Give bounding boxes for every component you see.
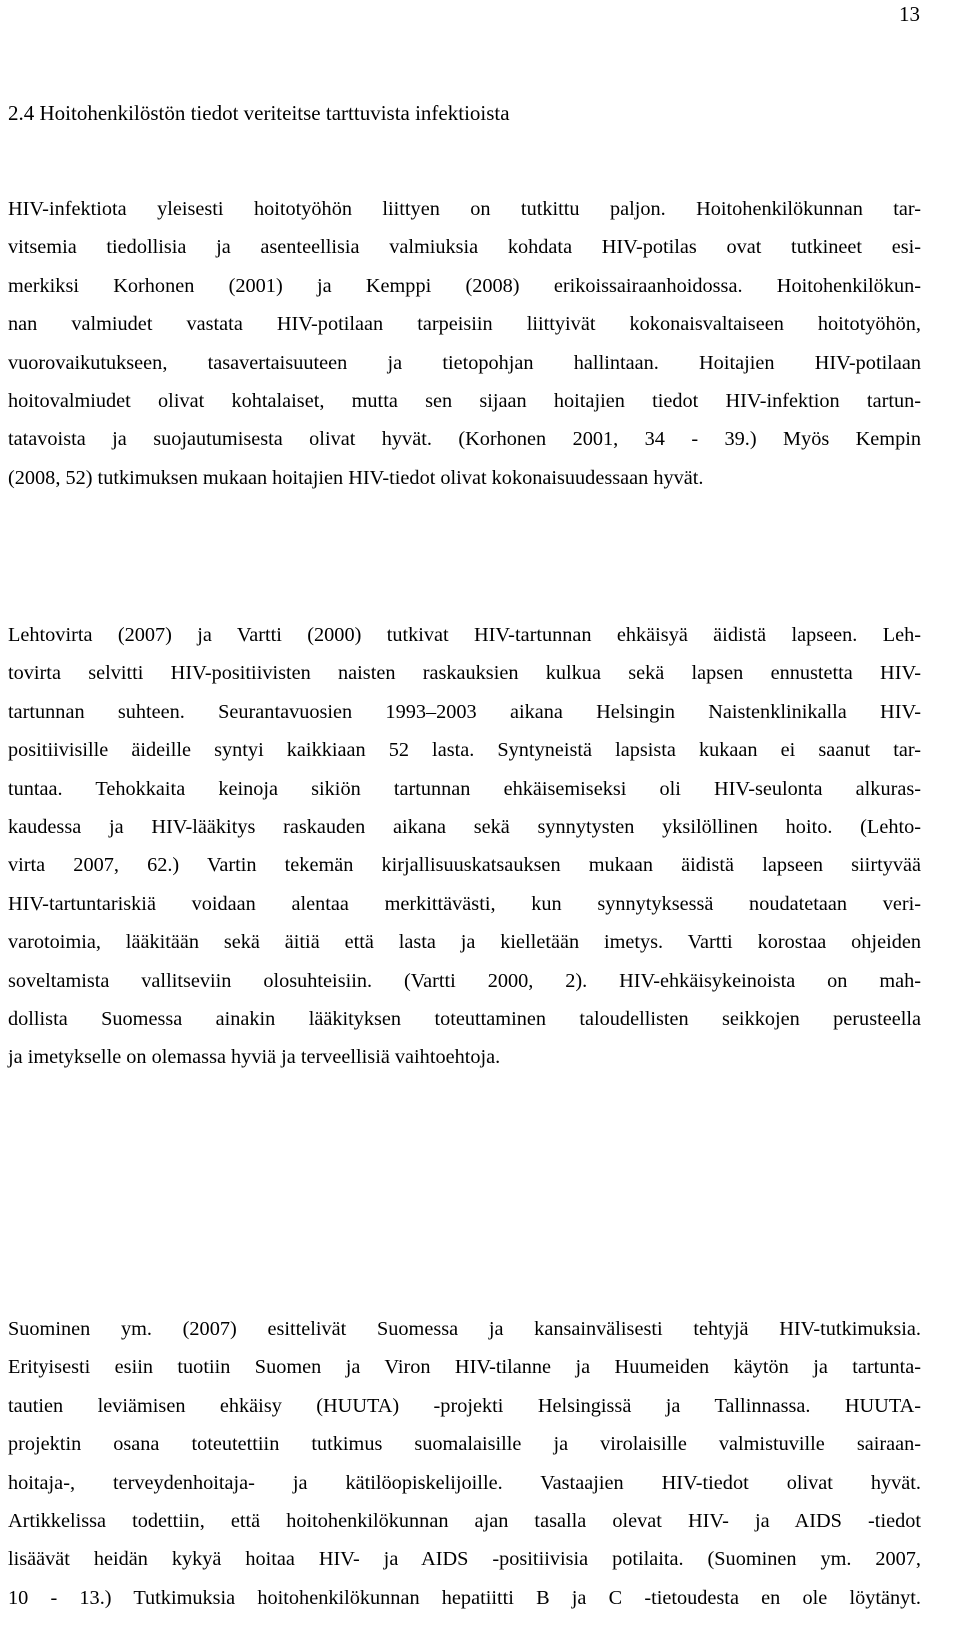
paragraph-line: tatavoista ja suojautumisesta olivat hyvät. (Korhonen 2001, 34 - 39.) Myös Kempin <box>8 428 921 451</box>
paragraph-line: ja imetykselle on olemassa hyviä ja terveellisiä vaihtoehtoja. <box>8 1046 501 1069</box>
paragraph-line: vuorovaikutukseen, tasavertaisuuteen ja tietopohjan hallintaan. Hoitajien HIV-potilaan <box>8 351 921 374</box>
paragraph-line: lisäävät heidän kykyä hoitaa HIV- ja AIDS -positiivisia potilaita. (Suominen ym. 2007, <box>8 1548 921 1571</box>
paragraph-line: vitsemia tiedollisia ja asenteellisia valmiuksia kohdata HIV-potilas ovat tutkineet esi- <box>8 236 921 259</box>
paragraph-line: hoitovalmiudet olivat kohtalaiset, mutta sen sijaan hoitajien tiedot HIV-infektion tartun- <box>8 390 921 413</box>
paragraph-line: (2008, 52) tutkimuksen mukaan hoitajien HIV-tiedot olivat kokonaisuudessaan hyvät. <box>8 466 704 489</box>
paragraph-line: Artikkelissa todettiin, että hoitohenkilökunnan ajan tasalla olevat HIV- ja AIDS -tiedot <box>8 1510 921 1533</box>
paragraph-mother-to-child <box>8 616 921 1077</box>
paragraph-line: tartunnan suhteen. Seurantavuosien 1993–2003 aikana Helsingin Naistenklinikalla HIV- <box>8 700 921 723</box>
paragraph-line: HIV-tartuntariskiä voidaan alentaa merkittävästi, kun synnytyksessä noudatetaan veri- <box>8 892 921 915</box>
paragraph-line: varotoimia, lääkitään sekä äitiä että lasta ja kielletään imetys. Vartti korostaa ohjeiden <box>8 931 921 954</box>
paragraph-line: Lehtovirta (2007) ja Vartti (2000) tutkivat HIV-tartunnan ehkäisyä äidistä lapseen. Leh- <box>8 624 921 646</box>
page-number: 13 <box>899 2 920 26</box>
paragraph-line: Erityisesti esiin tuotiin Suomen ja Viron HIV-tilanne ja Huumeiden käytön ja tartunta- <box>8 1356 921 1379</box>
paragraph-huuta-project <box>8 1310 921 1617</box>
paragraph-line: tovirta selvitti HIV-positiivisten naisten raskauksien kulkua sekä lapsen ennustetta HIV- <box>8 662 921 685</box>
paragraph-line: positiivisille äideille syntyi kaikkiaan 52 lasta. Syntyneistä lapsista kukaan ei saanut tar- <box>8 739 921 762</box>
paragraph-line: projektin osana toteutettiin tutkimus suomalaisille ja virolaisille valmistuville sairaan- <box>8 1433 921 1456</box>
paragraph-line: HIV-infektiota yleisesti hoitotyöhön liittyen on tutkittu paljon. Hoitohenkilökunnan tar- <box>8 198 921 220</box>
paragraph-line: Suominen ym. (2007) esittelivät Suomessa ja kansainvälisesti tehtyjä HIV-tutkimuksia. <box>8 1318 921 1340</box>
section-heading: 2.4 Hoitohenkilöstön tiedot veriteitse tarttuvista infektioista <box>8 101 510 125</box>
paragraph-line: soveltamista vallitseviin olosuhteisiin. (Vartti 2000, 2). HIV-ehkäisykeinoista on mah- <box>8 969 921 992</box>
paragraph-line: tuntaa. Tehokkaita keinoja sikiön tartunnan ehkäisemiseksi oli HIV-seulonta alkuras- <box>8 777 921 800</box>
paragraph-line: hoitaja-, terveydenhoitaja- ja kätilöopiskelijoille. Vastaajien HIV-tiedot olivat hyvät. <box>8 1471 921 1494</box>
paragraph-hiv-knowledge <box>8 190 921 497</box>
paragraph-line: kaudessa ja HIV-lääkitys raskauden aikana sekä synnytysten yksilöllinen hoito. (Lehto- <box>8 816 921 839</box>
paragraph-line: dollista Suomessa ainakin lääkityksen toteuttaminen taloudellisten seikkojen perusteella <box>8 1008 921 1031</box>
paragraph-line: merkiksi Korhonen (2001) ja Kemppi (2008) erikoissairaanhoidossa. Hoitohenkilökun- <box>8 274 921 297</box>
paragraph-line: 10 - 13.) Tutkimuksia hoitohenkilökunnan hepatiitti B ja C -tietoudesta en ole löytänyt. <box>8 1586 921 1609</box>
paragraph-line: tautien leviämisen ehkäisy (HUUTA) -projekti Helsingissä ja Tallinnassa. HUUTA- <box>8 1394 921 1417</box>
paragraph-line: virta 2007, 62.) Vartin tekemän kirjallisuuskatsauksen mukaan äidistä lapseen siirtyvää <box>8 854 921 877</box>
paragraph-line: nan valmiudet vastata HIV-potilaan tarpeisiin liittyivät kokonaisvaltaiseen hoitotyöhön, <box>8 313 921 336</box>
